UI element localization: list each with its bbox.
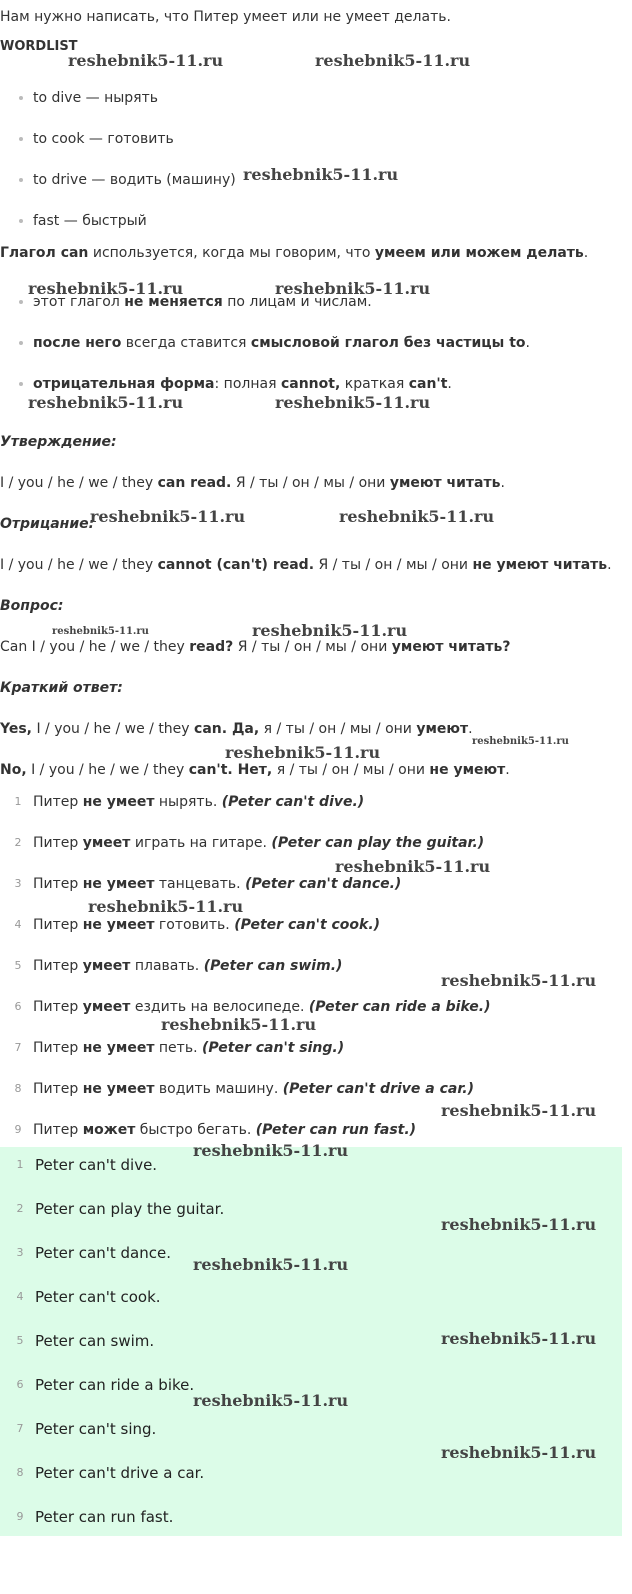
watermark: reshebnik5-11.ru <box>193 1255 349 1274</box>
bullet-icon <box>19 382 23 386</box>
watermark: reshebnik5-11.ru <box>335 857 491 876</box>
watermark: reshebnik5-11.ru <box>28 279 184 298</box>
wordlist-item-text: fast — быстрый <box>33 213 147 229</box>
watermark: reshebnik5-11.ru <box>52 626 149 637</box>
watermark: reshebnik5-11.ru <box>441 1101 597 1120</box>
question-heading: Вопрос: <box>0 598 64 614</box>
watermark: reshebnik5-11.ru <box>68 51 224 70</box>
bullet-icon <box>19 96 23 100</box>
wordlist-title: WORDLIST <box>0 39 78 54</box>
bullet-icon <box>19 300 23 304</box>
watermark: reshebnik5-11.ru <box>441 1443 597 1462</box>
short-answer-yes: Yes, I / you / he / we / they can. Да, я / ты / он / мы / они умеют. <box>0 721 473 737</box>
wordlist-item-text: to dive — нырять <box>33 90 159 106</box>
short-answer-heading: Краткий ответ: <box>0 680 123 696</box>
watermark: reshebnik5-11.ru <box>441 1215 597 1234</box>
watermark: reshebnik5-11.ru <box>193 1391 349 1410</box>
watermark: reshebnik5-11.ru <box>225 743 381 762</box>
question-example: Can I / you / he / we / they read? Я / ты / он / мы / они умеют читать? <box>0 639 511 655</box>
bullet-icon <box>19 341 23 345</box>
watermark: reshebnik5-11.ru <box>275 279 431 298</box>
bullet-icon <box>19 178 23 182</box>
intro-text: Нам нужно написать, что Питер умеет или не умеет делать. <box>0 9 451 25</box>
watermark: reshebnik5-11.ru <box>339 507 495 526</box>
wordlist-item-text: to cook — готовить <box>33 131 174 147</box>
bullet-icon <box>19 137 23 141</box>
bullet-icon <box>19 219 23 223</box>
watermark: reshebnik5-11.ru <box>441 1329 597 1348</box>
watermark: reshebnik5-11.ru <box>88 897 244 916</box>
watermark: reshebnik5-11.ru <box>315 51 471 70</box>
watermark: reshebnik5-11.ru <box>193 1141 349 1160</box>
watermark: reshebnik5-11.ru <box>252 621 408 640</box>
short-answer-no: No, I / you / he / we / they can't. Нет, я / ты / он / мы / они не умеют. <box>0 762 510 778</box>
watermark: reshebnik5-11.ru <box>161 1015 317 1034</box>
wordlist-item-text: to drive — водить (машину) <box>33 172 236 188</box>
watermark: reshebnik5-11.ru <box>275 393 431 412</box>
watermark: reshebnik5-11.ru <box>441 971 597 990</box>
can-rule-text: Глагол can используется, когда мы говорим, что умеем или можем делать. <box>0 245 589 261</box>
negative-example: I / you / he / we / they cannot (can't) read. Я / ты / он / мы / они не умеют читать. <box>0 557 612 573</box>
watermark: reshebnik5-11.ru <box>243 165 399 184</box>
watermark: reshebnik5-11.ru <box>90 507 246 526</box>
negative-heading: Отрицание: <box>0 516 95 532</box>
affirmative-example: I / you / he / we / they can read. Я / ты / он / мы / они умеют читать. <box>0 475 505 491</box>
affirmative-heading: Утверждение: <box>0 434 117 450</box>
watermark: reshebnik5-11.ru <box>28 393 184 412</box>
watermark: reshebnik5-11.ru <box>472 736 569 747</box>
